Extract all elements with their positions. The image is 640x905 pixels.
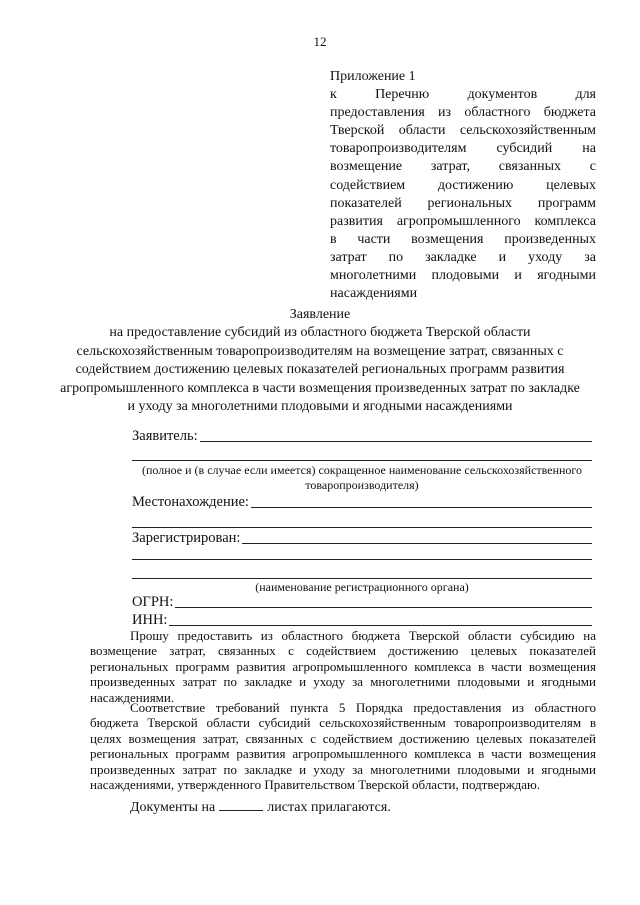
request-text: Прошу предоставить из областного бюджета Тверской области субсидию на возмещение затрат, связанных с содействием достижению целевых показателей региональных программ развития агропромышленного комплекса в части возмещения произведенных затрат по закладке и уходу за многолетними плодовыми и ягодными насаждениями.	[90, 628, 596, 705]
annex-line: возмещение затрат, связанных с	[330, 159, 596, 175]
annex-line: к Перечню документов для	[330, 87, 596, 103]
applicant-field-line-2[interactable]	[132, 460, 592, 461]
document-subtitle: на предоставление субсидий из областного бюджета Тверской области сельскохозяйственным товаропроизводителям на возмещение затрат, связанных с содействием достижению целевых показателей региональных программ развития агропромышленного комплекса в части возмещения произведенных затрат по закладке и уходу за многолетними плодовыми и ягодными насаждениями	[60, 325, 580, 415]
annex-heading: Приложение 1	[330, 69, 416, 84]
applicant-label: Заявитель:	[132, 428, 198, 444]
applicant-row	[132, 428, 592, 445]
annex-line: показателей региональных программ	[330, 195, 596, 211]
registered-field-line-3[interactable]	[132, 578, 592, 579]
ogrn-label: ОГРН:	[132, 594, 174, 610]
annex-line: многолетними плодовыми и ягодными	[330, 268, 596, 284]
annex-line: в части возмещения произведенных	[330, 231, 596, 247]
annex-line: товаропроизводителям субсидий на	[330, 141, 596, 157]
compliance-paragraph	[90, 700, 596, 792]
request-paragraph	[90, 628, 596, 705]
documents-suffix: листах прилагаются.	[267, 800, 391, 815]
registered-field-line-2[interactable]	[132, 559, 592, 560]
inn-row	[132, 612, 592, 629]
annex-line: Тверской области сельскохозяйственным	[330, 123, 596, 139]
annex-line: насаждениями	[330, 286, 418, 302]
registered-caption: (наименование регистрационного органа)	[255, 580, 469, 594]
documents-attached-line	[130, 800, 391, 816]
applicant-field[interactable]	[200, 440, 592, 442]
ogrn-field[interactable]	[175, 606, 592, 608]
location-field-line-2[interactable]	[132, 527, 592, 528]
inn-label: ИНН:	[132, 612, 168, 628]
annex-line: затрат по закладке и уходу за	[330, 249, 596, 265]
registered-field[interactable]	[242, 542, 592, 544]
page-number: 12	[313, 34, 327, 49]
annex-line: предоставления из областного бюджета	[330, 105, 596, 121]
applicant-caption: (полное и (в случае если имеется) сокращенное наименование сельскохозяйственного товаропроизводителя)	[141, 463, 583, 492]
location-field[interactable]	[251, 506, 592, 508]
location-label: Местонахождение:	[132, 494, 249, 510]
document-title: Заявление	[289, 307, 351, 322]
annex-block	[330, 68, 596, 303]
inn-field[interactable]	[169, 624, 592, 626]
registered-row	[132, 530, 592, 547]
compliance-text: Соответствие требований пункта 5 Порядка предоставления из областного бюджета Тверской области субсидий сельскохозяйственным товаропроизводителям в целях возмещения затрат, связанных с содействием достижению целевых показателей региональных программ развития агропромышленного комплекса в части возмещения произведенных затрат по закладке и уходу за многолетними плодовыми и ягодными насаждениями, утвержденного Правительством Тверской области, подтверждаю.	[90, 700, 596, 793]
documents-prefix: Документы на	[130, 800, 216, 815]
location-row	[132, 494, 592, 511]
annex-line: развития агропромышленного комплекса	[330, 213, 596, 229]
ogrn-row	[132, 594, 592, 611]
annex-line: содействием достижению целевых	[330, 177, 596, 193]
registered-label: Зарегистрирован:	[132, 530, 241, 546]
sheet-count-field[interactable]	[219, 809, 263, 811]
